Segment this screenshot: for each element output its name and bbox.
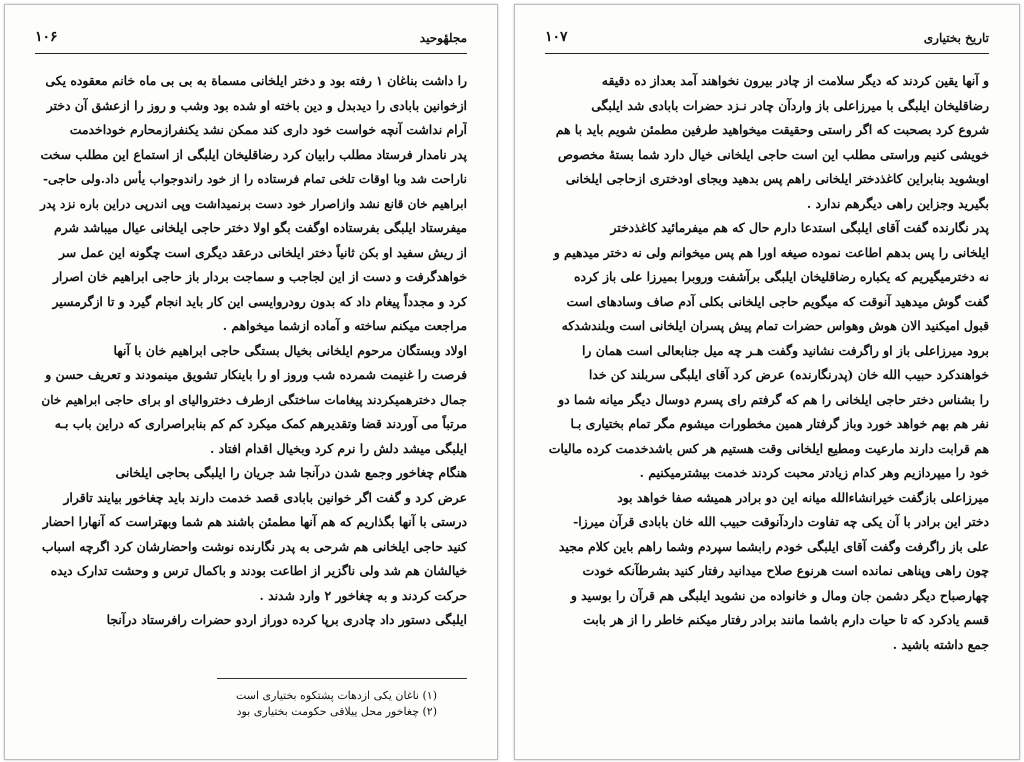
header-rule: [35, 53, 467, 54]
text-line: خود را میپردازیم وهر کدام زیادتر محبت کردند خدمت بیشترمیکنیم .: [639, 465, 989, 480]
text-line: ایلبگی دستور داد چادری برپا کرده دوراز اردو حضرات رافرستاد درآنجا: [106, 612, 467, 627]
left-page: [4, 4, 498, 760]
text-line: پدر نامدار فرستاد مطلب رابیان کرد رضاقلیخان ایلبگی از استماع این مطلب سخت: [40, 146, 467, 162]
footnote-rule: [217, 678, 467, 679]
text-line: ناراحت شد وبا اوقات تلخی تمام فرستاده را از خود راندوجواب یأس داد.ولی حاجی-: [42, 172, 467, 186]
text-line: کنید حاجی ایلخانی هم شرحی به پدر نگارنده نوشت واحضارشان کرد اگرچه اسباب: [41, 538, 467, 554]
text-line: فرصت را غنیمت شمرده شب وروز او را باینکار تشویق مینمودند و تعریف حسن و: [45, 367, 467, 382]
text-line: برود میرزاعلی باز او راگرفت نشانید وگفت هـر چه میل جنابعالی است همان را: [581, 342, 989, 358]
right-page-text: [545, 69, 989, 657]
page-number: ۱۰۷: [545, 29, 568, 45]
text-line: پدر نگارنده گفت آقای ایلبگی استدعا دارم حال که هم میفرمائید کاغذدختر: [610, 220, 989, 235]
footnotes: [35, 688, 437, 720]
text-line: ایلخانی را پس بدهم اطاعت نموده صیغه اورا هم پس میخوانم ولی نه دختر میدهیم و: [553, 244, 989, 260]
text-line: میرزاعلی بازگفت خیرانشاءالله میانه این دو برادر همیشه صفا خواهد بود: [617, 489, 989, 505]
text-line: حرکت کردند و به چغاخور ۲ وارد شدند .: [259, 587, 467, 603]
text-line: نه دخترمیگیریم که یکباره رضاقلیخان ایلبگی برآشفت وروبرا بمیرزا علی باز کرده: [573, 269, 989, 284]
text-line: اولاد وبستگان مرحوم ایلخانی بخیال بستگی حاجی ابراهیم خان با آنها: [113, 342, 467, 358]
text-line: چهارصباح دیگر دشمن جان ومال و خانواده من نشوید ایلبگی هم قرآن را بوسید و: [570, 587, 989, 603]
page-number: ۱۰۶: [35, 29, 58, 45]
text-line: خواهدگرفت و دست از این لجاجب و سماجت بردار باز حاجی ابراهیم خان اصرار: [52, 269, 467, 284]
right-page: [514, 4, 1020, 760]
text-line: ازخوانین بابادی را دیدبدل و دین باخته او شده بود وشب و روز را ازعشق آن دختر: [46, 97, 467, 113]
text-line: میفرستاد ایلبگی بفرستاده اوگفت بگو اولا دختر حاجی ایلخانی عیال میباشد شرم: [54, 220, 467, 235]
running-head: مجلهٔوحید: [419, 31, 467, 45]
text-line: علی باز راگرفت وگفت آقای ایلبگی خودم رابشما سپردم وشما راهم باین کلام مجید: [558, 538, 989, 554]
text-line: کرد و مجدداً پیغام داد که بدون رودروایسی این کار باید انجام گیرد و تا ازگرمسیر: [52, 293, 467, 309]
text-line: جمع داشته باشید .: [892, 636, 989, 652]
text-line: و آنها یقین کردند که دیگر سلامت از چادر بیرون نخواهند آمد بعداز ده دقیقه: [601, 73, 989, 88]
text-line: ابراهیم خان قانع نشد وازاصرار خود دست برنمیداشت وپی اندرپی دراین باره نزد پدر: [40, 196, 467, 211]
text-line: را بشناس دختر حاجی ایلخانی را هم که گرفتم رای پسرم دوسال دیگر میانه شما دو: [558, 391, 989, 407]
left-page-text: [35, 69, 467, 633]
text-line: قبول امیکنید الان هوش وهواس حضرات تمام پیش پسران ایلخانی است وبلندشدکه: [561, 318, 989, 333]
text-line: شروع کرد بصحبت که اگر راستی وحقیقت میخواهید طرفین مطمئن شویم باید با هم: [555, 122, 989, 137]
text-line: رضاقلیخان ایلبگی با میرزاعلی باز واردآن چادر نـزد حضرات بابادی شد ایلبگی: [591, 97, 989, 113]
text-line: جمال دخترهمیکردند پیغامات ساختگی ازطرف دختروالیای او برای حاجی ابراهیم خان: [41, 392, 467, 407]
footnote-line: (۲) چغاخور محل ییلاقی حکومت بختیاری بود: [236, 705, 437, 718]
right-page-header: [545, 31, 989, 51]
text-line: اوبشوید بنابراین کاغذدختر ایلخانی راهم پس بدهید وبجای اودختری ازحاجی ایلخانی: [565, 171, 989, 186]
text-line: نفر هم بهم خواهد خورد وباز گرفتار همین مخطورات میشوم مگر تمام بختیاری بـا: [570, 416, 989, 431]
footnote-line: (۱) ناغان یکی ازدهات پشتکوه بختیاری است: [235, 689, 437, 702]
text-line: درستی با آنها بگذاریم که هم آنها مطمئن باشند هم شما وبهتراست که آنهارا احضار: [42, 514, 467, 529]
text-line: ایلبگی میشد دلش را نرم کرد وبخیال اقدام افتاد .: [209, 440, 467, 456]
text-line: خیالشان هم شد ولی ناگزیر از اطاعت بودند و باکمال ترس و وحشت تدارک دیده: [50, 563, 467, 578]
text-line: دختر این برادر با آن یکی چه تفاوت داردآنوقت حبیب الله خان بابادی قرآن میرزا-: [573, 514, 989, 529]
text-line: آرام نداشت آنچه خواست خود داری کند ممکن نشد یکنفرازمحارم خوداخدمت: [69, 122, 467, 137]
text-line: چون راهی وپناهی نمانده است هرنوع صلاح میدانید رفتار کنید بشرطآنکه خودت: [582, 563, 989, 578]
left-page-header: [35, 31, 467, 51]
text-line: مراجعت میکنم ساخته و آماده ازشما میخواهم .: [222, 318, 467, 333]
text-line: بگیرید وجزاین راهی دیگرهم ندارد .: [806, 195, 989, 211]
text-line: هنگام چغاخور وجمع شدن درآنجا شد جریان را ایلبگی بحاجی ایلخانی: [115, 465, 467, 480]
text-line: از ریش سفید او بکن ثانیاً دختر ایلخانی درعقد دیگری است چگونه این عمل سر: [58, 244, 467, 260]
running-head: تاریخ بختیاری: [923, 31, 989, 45]
text-line: قسم یادکرد که تا حیات دارم باشما مانند برادر رفتار میکنم خاطر را از هر بابت: [583, 612, 989, 627]
text-line: خویشی کنیم وراستی مطلب این است حاجی ایلخانی خیال دارد شما بستهٔ مخصوص: [557, 146, 989, 162]
text-line: خواهندکرد حبیب الله خان (پدرنگارنده) عرض کرد آقای ایلبگی سربلند کن خدا: [588, 367, 989, 382]
text-line: گفت گوش میدهید آنوقت که میگویم حاجی ایلخانی بکلی آدم صاف وسادهای است: [566, 293, 989, 309]
header-rule: [545, 53, 989, 54]
text-line: عرض کرد و گفت اگر خوانین بابادی قصد خدمت دارند باید چغاخور بیایند تاقرار: [63, 489, 467, 505]
text-line: مرتباً می آوردند قضا وتقدیرهم کمک میکرد کم کم بنابراصراری که دراین باب بـه: [54, 416, 467, 431]
text-line: هم قرابت دارند مارعیت ومطیع ایلخانی وقت هستیم هر کس باشدخدمت کرده مالیات: [548, 440, 989, 456]
text-line: را داشت بناغان ۱ رفته بود و دختر ایلخانی مسماة به بی بی ماه خانم معقوده یکی: [45, 73, 467, 88]
